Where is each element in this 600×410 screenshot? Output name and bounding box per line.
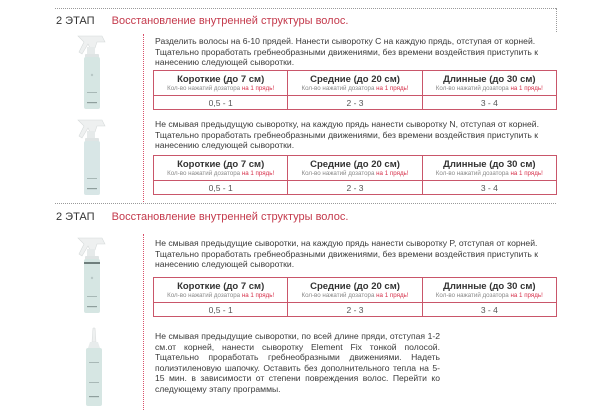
spray-bottle-icon xyxy=(70,34,115,112)
nozzle-bottle-icon xyxy=(82,326,106,408)
stage-number: 2 ЭТАП xyxy=(56,211,95,223)
step-4-instructions: Не смывая предыдущие сыворотки, по всей длине пряди, отступая 1-2 см.от корней, нанести сыворотку Element Fix тонкой полосой. Тщательно проработать гребнеобразными движениями. Надеть полиэтиленовую шапочку. Оставить без дополнительного тепла на 5-15 мин. в зависимости от степени повреждения волос. Перейти ко следующему этапу программы. xyxy=(155,331,440,394)
column-title: Средние (до 20 см) xyxy=(310,280,400,292)
dosage-value-short: 0,5 - 1 xyxy=(154,181,288,195)
column-title: Длинные (до 30 см) xyxy=(443,73,536,85)
dosage-value-medium: 2 - 3 xyxy=(288,96,422,110)
top-divider xyxy=(55,8,556,9)
column-subtitle: Кол-во нажатий дозатора на 1 прядь! xyxy=(167,169,275,177)
dosage-value-long: 3 - 4 xyxy=(422,96,556,110)
column-title: Средние (до 20 см) xyxy=(310,73,400,85)
column-title: Длинные (до 30 см) xyxy=(443,280,536,292)
stage-title: Восстановление внутренней структуры волос. xyxy=(111,15,349,27)
dosage-header-short xyxy=(154,71,288,96)
column-subtitle: Кол-во нажатий дозатора на 1 прядь! xyxy=(435,169,543,177)
dosage-value-medium: 2 - 3 xyxy=(288,303,422,317)
column-title: Короткие (до 7 см) xyxy=(177,73,265,85)
dosage-header-long xyxy=(422,71,556,96)
dosage-header-long xyxy=(422,156,556,181)
column-subtitle: Кол-во нажатий дозатора на 1 прядь! xyxy=(435,291,543,299)
column-title: Средние (до 20 см) xyxy=(310,158,400,170)
section-2-accent-line xyxy=(143,234,144,410)
step-2-instructions: Не смывая предыдущую сыворотку, на каждую прядь нанести сыворотку N, отступая от корней. Тщательно проработать гребнеобразными движениями, без времени воздействия приступить к нанесению следующей сыворотки. xyxy=(155,119,539,151)
dosage-header-short xyxy=(154,156,288,181)
step-3-instructions: Не смывая предыдущие сыворотки, на каждую прядь нанести сыворотку P, отступая от корней. Тщательно проработать гребнеобразными движениями, без времени воздействия приступить к нанесению следующей сыворотки. xyxy=(155,238,539,270)
dosage-value-medium: 2 - 3 xyxy=(288,181,422,195)
spray-bottle-icon xyxy=(70,118,115,198)
section-1-accent-line xyxy=(143,34,144,202)
dosage-table-2 xyxy=(153,155,557,195)
stage-title: Восстановление внутренней структуры волос. xyxy=(111,211,349,223)
stage-header-2 xyxy=(56,210,348,224)
dosage-value-long: 3 - 4 xyxy=(422,181,556,195)
column-title: Короткие (до 7 см) xyxy=(177,158,265,170)
dosage-value-short: 0,5 - 1 xyxy=(154,303,288,317)
spray-bottle-icon xyxy=(70,236,115,316)
dosage-header-medium xyxy=(288,156,422,181)
column-title: Длинные (до 30 см) xyxy=(443,158,536,170)
stage-number: 2 ЭТАП xyxy=(56,15,95,27)
dosage-header-short xyxy=(154,278,288,303)
dosage-header-medium xyxy=(288,71,422,96)
dosage-value-long: 3 - 4 xyxy=(422,303,556,317)
dosage-value-short: 0,5 - 1 xyxy=(154,96,288,110)
column-title: Короткие (до 7 см) xyxy=(177,280,265,292)
step-1-instructions: Разделить волосы на 6-10 прядей. Нанести сыворотку С на каждую прядь, отступая от корней. Тщательно проработать гребнеобразными движениями, без времени воздействия приступить к нанесению следующей сыворотки. xyxy=(155,36,539,68)
section-divider xyxy=(55,203,556,204)
dosage-header-medium xyxy=(288,278,422,303)
column-subtitle: Кол-во нажатий дозатора на 1 прядь! xyxy=(167,84,275,92)
stage-header-1 xyxy=(56,14,348,28)
dosage-header-long xyxy=(422,278,556,303)
top-right-divider xyxy=(556,8,557,32)
dosage-table-3 xyxy=(153,277,557,317)
column-subtitle: Кол-во нажатий дозатора на 1 прядь! xyxy=(301,84,409,92)
column-subtitle: Кол-во нажатий дозатора на 1 прядь! xyxy=(435,84,543,92)
column-subtitle: Кол-во нажатий дозатора на 1 прядь! xyxy=(301,291,409,299)
dosage-table-1 xyxy=(153,70,557,110)
column-subtitle: Кол-во нажатий дозатора на 1 прядь! xyxy=(301,169,409,177)
column-subtitle: Кол-во нажатий дозатора на 1 прядь! xyxy=(167,291,275,299)
